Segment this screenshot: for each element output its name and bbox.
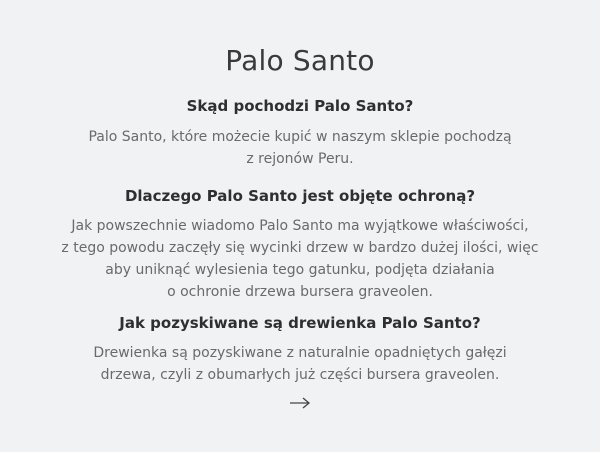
next-arrow-button[interactable] [284, 389, 316, 417]
answer-harvesting-line-1: Drewienka są pozyskiwane z naturalnie opadniętych gałęzi [93, 345, 507, 361]
page-title: Palo Santo [225, 44, 375, 77]
answer-harvesting-line-2: drzewa, czyli z obumarłych już części bursera graveolen. [100, 367, 500, 383]
answer-protection-line-1: Jak powszechnie wiadomo Palo Santo ma wyjątkowe właściwości, [71, 218, 529, 234]
question-protection: Dlaczego Palo Santo jest objęte ochroną? [124, 187, 476, 205]
question-origin: Skąd pochodzi Palo Santo? [186, 97, 414, 115]
answer-origin [30, 126, 570, 170]
answer-harvesting [30, 342, 570, 386]
answer-origin-line-1: Palo Santo, które możecie kupić w naszym sklepie pochodzą [88, 129, 512, 145]
answer-protection-line-2: z tego powodu zaczęły się wycinki drzew w bardzo dużej ilości, więc [61, 240, 539, 256]
question-harvesting: Jak pozyskiwane są drewienka Palo Santo? [119, 314, 481, 332]
answer-protection [30, 215, 570, 303]
answer-origin-line-2: z rejonów Peru. [246, 151, 354, 167]
answer-protection-line-3: aby uniknąć wylesienia tego gatunku, podjęta działania [105, 262, 495, 278]
answer-protection-line-4: o ochronie drzewa bursera graveolen. [167, 284, 433, 300]
arrow-right-icon [289, 396, 311, 410]
